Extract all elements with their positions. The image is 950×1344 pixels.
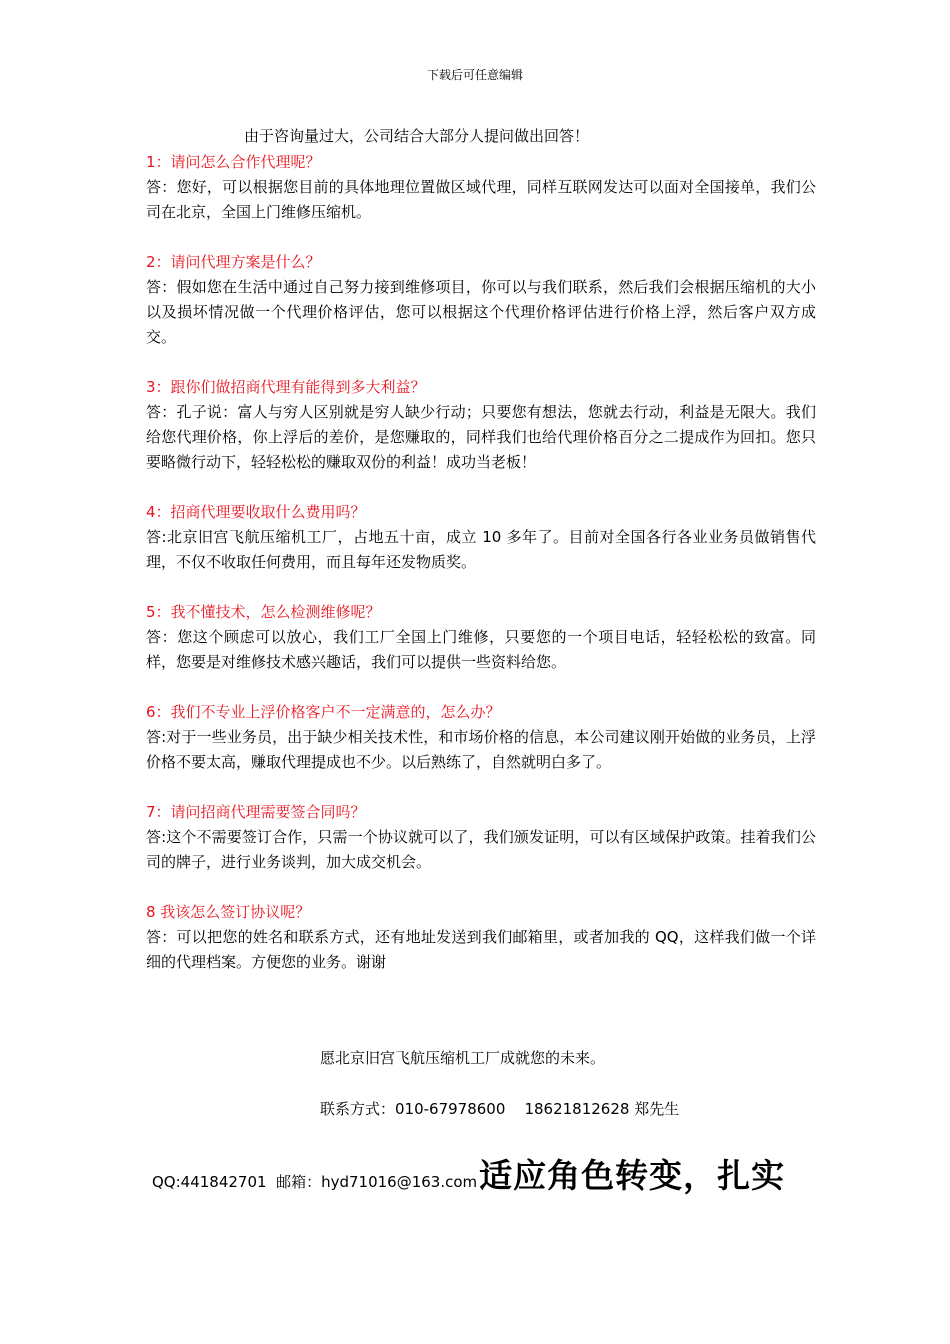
- question-1: 1：请问怎么合作代理呢？: [146, 153, 321, 171]
- answer-6: 答:对于一些业务员，出于缺少相关技术性，和市场价格的信息，本公司建议刚开始做的业务员，上浮价格不要太高，赚取代理提成也不少。以后熟练了，自然就明白多了。: [146, 728, 816, 771]
- qa-item-7: [146, 800, 816, 875]
- question-3: 3：跟你们做招商代理有能得到多大利益？: [146, 378, 426, 396]
- answer-1: 答：您好，可以根据您目前的具体地理位置做区域代理，同样互联网发达可以面对全国接单，我们公司在北京，全国上门维修压缩机。: [146, 178, 816, 221]
- question-5: 5：我不懂技术，怎么检测维修呢？: [146, 603, 381, 621]
- answer-2: 答：假如您在生活中通过自己努力接到维修项目，你可以与我们联系，然后我们会根据压缩机的大小以及损坏情况做一个代理价格评估，您可以根据这个代理价格评估进行价格上浮，然后客户双方成交。: [146, 278, 816, 346]
- qa-item-3: [146, 375, 816, 475]
- question-7: 7：请问招商代理需要签合同吗？: [146, 803, 366, 821]
- question-8: 8 我该怎么签订协议呢？: [146, 903, 311, 921]
- answer-7: 答:这个不需要签订合作，只需一个协议就可以了，我们颁发证明，可以有区域保护政策。挂着我们公司的牌子，进行业务谈判，加大成交机会。: [146, 828, 816, 871]
- slogan-text: 适应角色转变，扎实: [479, 1156, 786, 1195]
- qa-item-4: [146, 500, 816, 575]
- qa-item-2: [146, 250, 816, 350]
- question-2: 2：请问代理方案是什么？: [146, 253, 321, 271]
- qa-item-5: [146, 600, 816, 675]
- answer-4: 答:北京旧宫飞航压缩机工厂，占地五十亩，成立 10 多年了。目前对全国各行各业业务员做销售代理，不仅不收取任何费用，而且每年还发物质奖。: [146, 528, 816, 571]
- qa-item-8: [146, 900, 816, 975]
- qa-list: [146, 150, 816, 1000]
- page-header: 下载后可任意编辑: [426, 68, 523, 82]
- qa-item-6: [146, 700, 816, 775]
- contact-info: 联系方式：010-67978600 18621812628 郑先生: [320, 1100, 680, 1118]
- question-4: 4：招商代理要收取什么费用吗？: [146, 503, 366, 521]
- answer-8: 答：可以把您的姓名和联系方式，还有地址发送到我们邮箱里，或者加我的 QQ，这样我们做一个详细的代理档案。方便您的业务。谢谢: [146, 928, 816, 971]
- answer-3: 答：孔子说：富人与穷人区别就是穷人缺少行动；只要您有想法，您就去行动，利益是无限大。我们给您代理价格，你上浮后的差价，是您赚取的，同样我们也给代理价格百分之二提成作为回扣。您只要略微行动下，轻轻松松的赚取双份的利益！成功当老板！: [146, 403, 816, 471]
- question-6: 6：我们不专业上浮价格客户不一定满意的，怎么办？: [146, 703, 501, 721]
- qq-email-line: [152, 1150, 785, 1197]
- qq-email-text: QQ:441842701 邮箱：hyd71016@163.com: [152, 1173, 478, 1191]
- intro-text: 由于咨询量过大，公司结合大部分人提问做出回答！: [244, 127, 590, 145]
- closing-wish: 愿北京旧宫飞航压缩机工厂成就您的未来。: [320, 1049, 606, 1067]
- answer-5: 答：您这个顾虑可以放心，我们工厂全国上门维修，只要您的一个项目电话，轻轻松松的致富。同样，您要是对维修技术感兴趣话，我们可以提供一些资料给您。: [146, 628, 816, 671]
- qa-item-1: [146, 150, 816, 225]
